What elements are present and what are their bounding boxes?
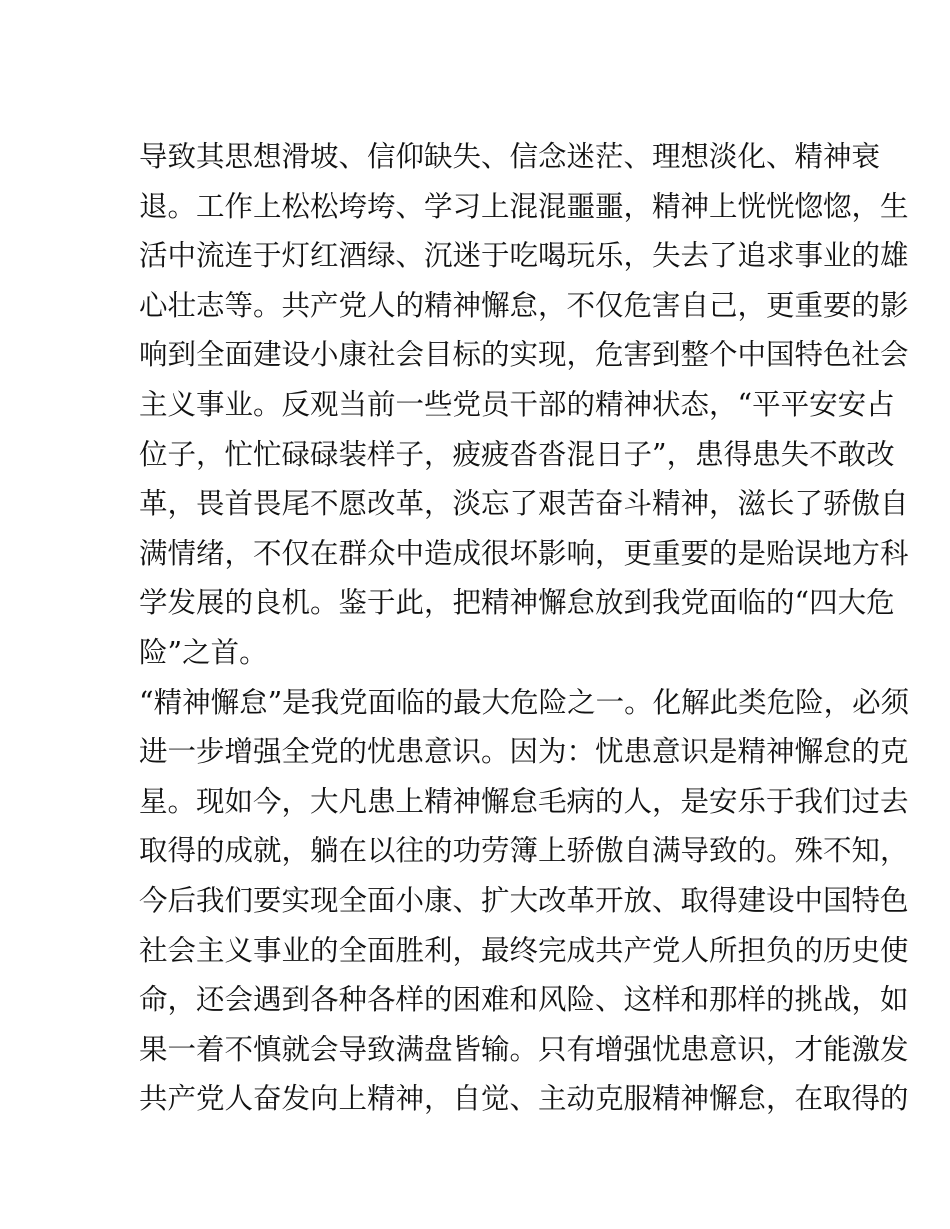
body-text xyxy=(139,132,910,1124)
text-line: 心壮志等。共产党人的精神懈怠，不仅危害自己，更重要的影 xyxy=(139,288,909,322)
text-line: “精神懈怠”是我党面临的最大危险之一。化解此类危险，必须 xyxy=(139,685,910,719)
text-line: 满情绪，不仅在群众中造成很坏影响，更重要的是贻误地方科 xyxy=(139,536,909,570)
text-line: 响到全面建设小康社会目标的实现，危害到整个中国特色社会 xyxy=(139,338,909,372)
text-line: 星。现如今，大凡患上精神懈怠毛病的人，是安乐于我们过去 xyxy=(139,784,909,818)
text-line: 革，畏首畏尾不愿改革，淡忘了艰苦奋斗精神，滋长了骄傲自 xyxy=(139,487,909,521)
text-line: 今后我们要实现全面小康、扩大改革开放、取得建设中国特色 xyxy=(139,883,909,917)
text-line: 学发展的良机。鉴于此，把精神懈怠放到我党面临的“四大危 xyxy=(139,586,895,620)
text-line: 退。工作上松松垮垮、学习上混混噩噩，精神上恍恍惚惚，生 xyxy=(139,189,909,223)
text-line: 果一着不慎就会导致满盘皆输。只有增强忧患意识，才能激发 xyxy=(139,1032,909,1066)
text-line: 社会主义事业的全面胜利，最终完成共产党人所担负的历史使 xyxy=(139,933,909,967)
text-line: 位子，忙忙碌碌装样子，疲疲沓沓混日子”，患得患失不敢改 xyxy=(139,437,895,471)
text-line: 主义事业。反观当前一些党员干部的精神状态，“平平安安占 xyxy=(139,387,895,421)
text-line: 活中流连于灯红酒绿、沉迷于吃喝玩乐，失去了追求事业的雄 xyxy=(139,239,909,273)
text-line: 进一步增强全党的忧患意识。因为：忧患意识是精神懈怠的克 xyxy=(139,735,909,769)
text-line: 共产党人奋发向上精神，自觉、主动克服精神懈怠，在取得的 xyxy=(139,1082,909,1116)
text-line: 导致其思想滑坡、信仰缺失、信念迷茫、理想淡化、精神衰 xyxy=(139,140,881,173)
text-line: 命，还会遇到各种各样的困难和风险、这样和那样的挑战，如 xyxy=(139,983,909,1017)
text-line: 取得的成就，躺在以往的功劳簿上骄傲自满导致的。殊不知， xyxy=(139,834,909,868)
text-line-paragraph-end: 险”之首。 xyxy=(139,635,268,669)
